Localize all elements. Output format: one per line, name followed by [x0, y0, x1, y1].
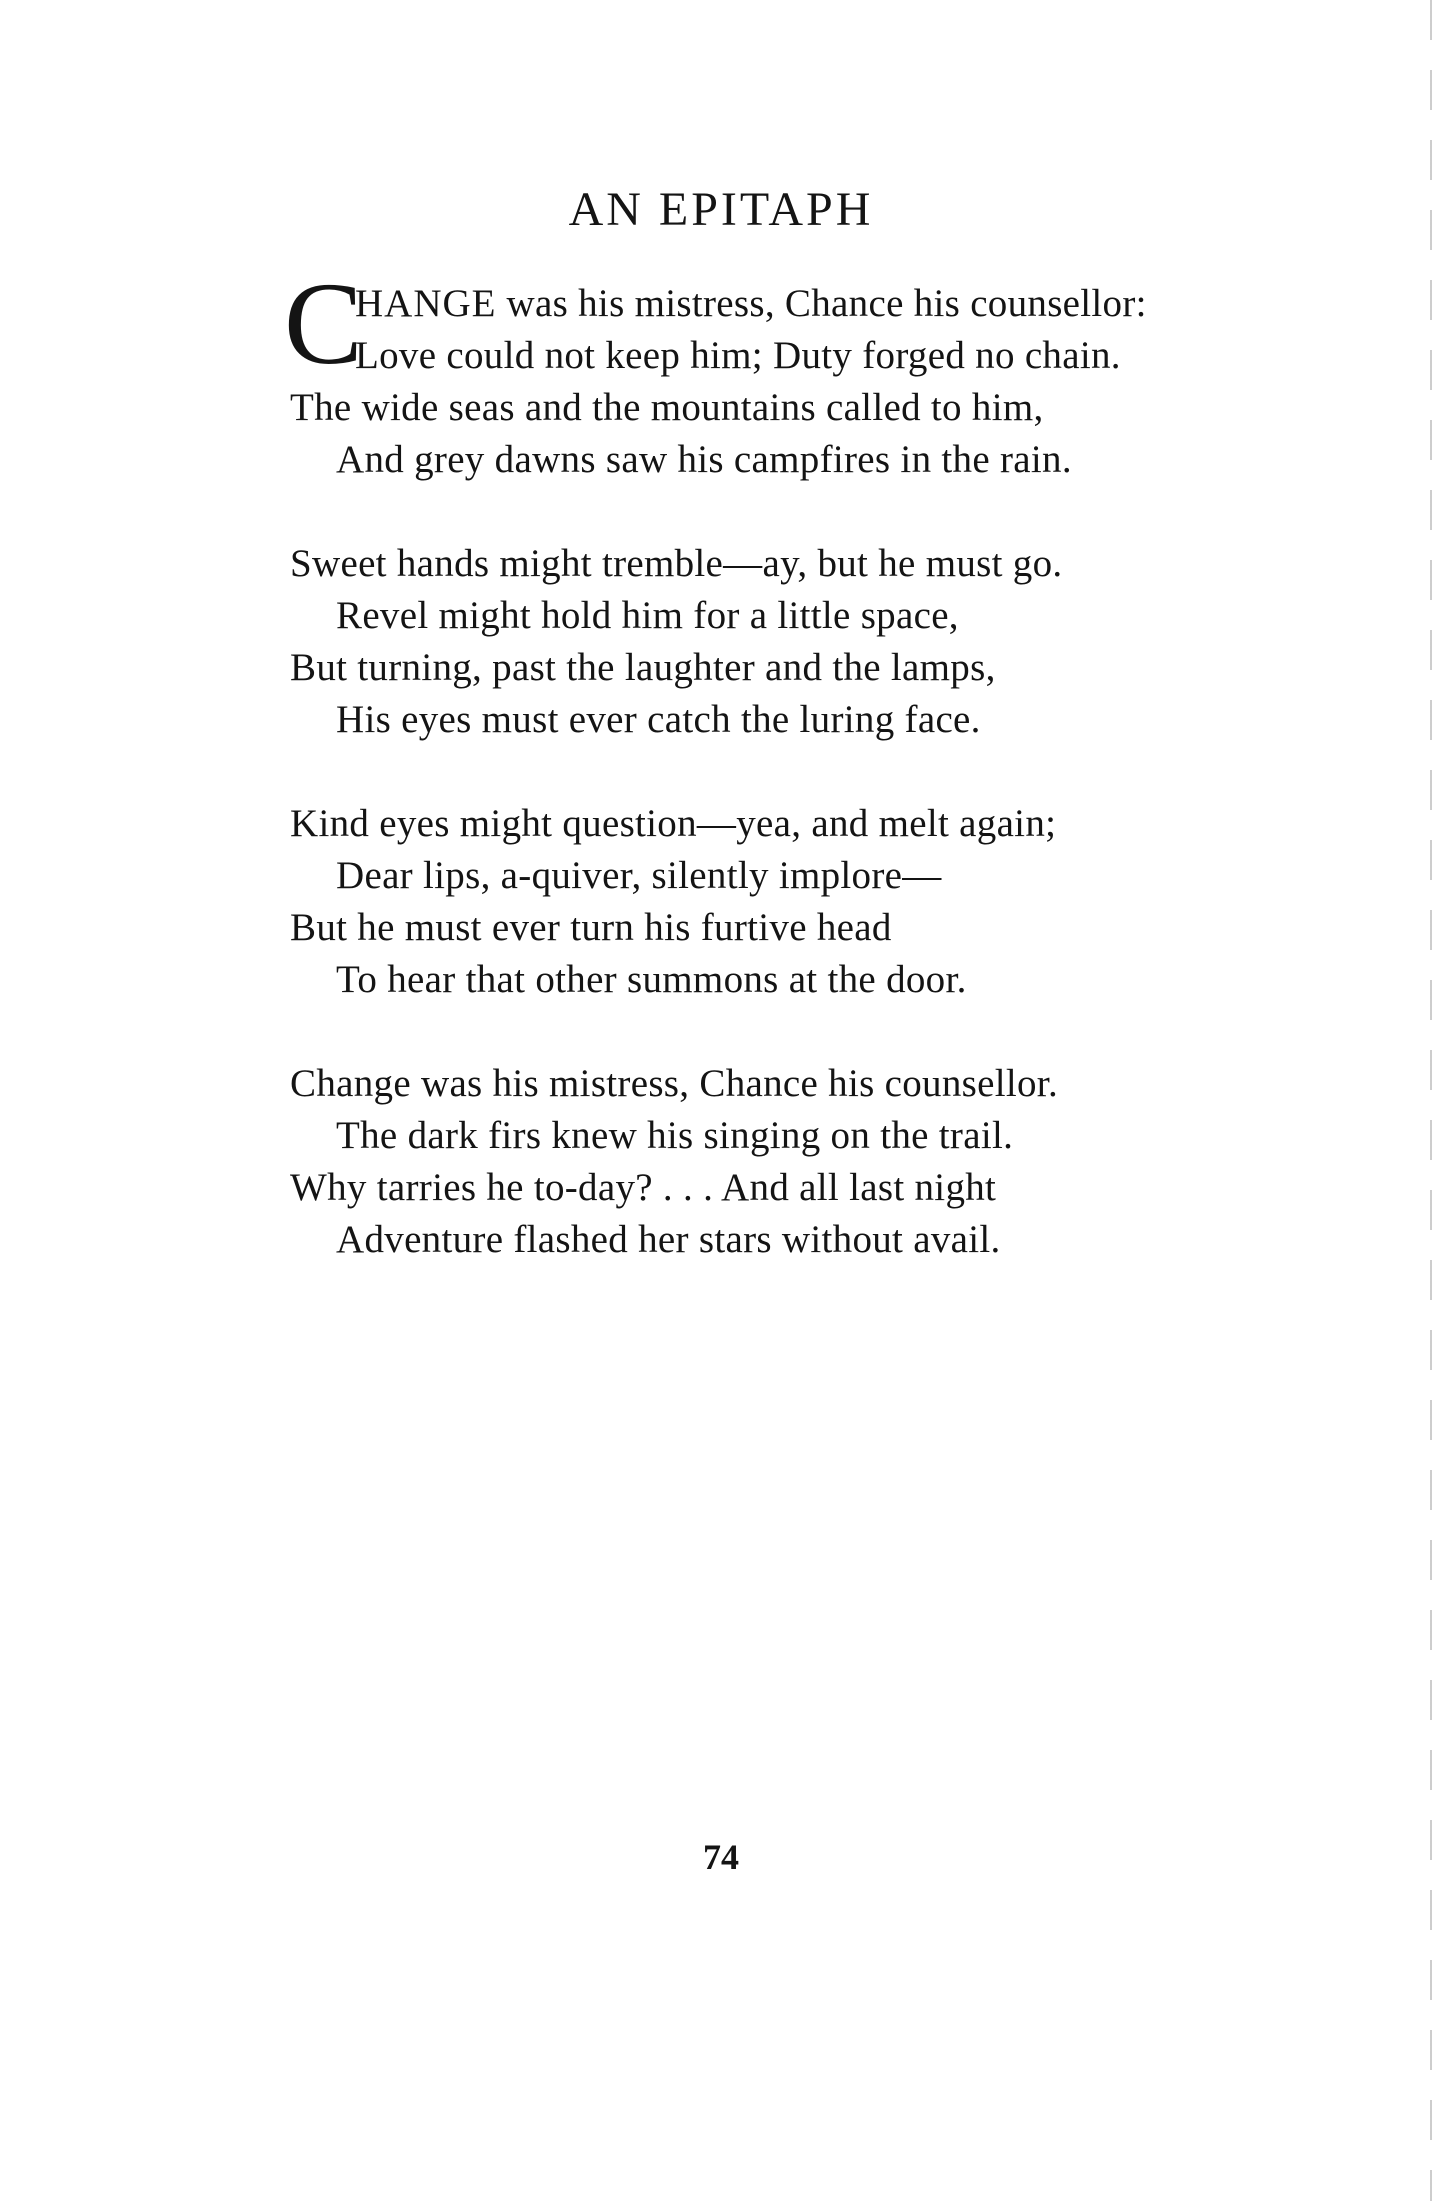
- poem-line: Change was his mistress, Chance his counsellor.: [290, 1062, 1058, 1105]
- stanza-3: [290, 798, 1310, 1006]
- poem-line: Revel might hold him for a little space,: [336, 594, 959, 637]
- poem-line: Love could not keep him; Duty forged no chain.: [355, 334, 1121, 377]
- poem-title: AN EPITAPH: [568, 183, 874, 236]
- stanza-4: [290, 1058, 1310, 1266]
- poem-line: Why tarries he to-day? . . . And all last night: [290, 1166, 997, 1209]
- poem-line: Dear lips, a-quiver, silently implore—: [336, 854, 942, 897]
- poem-body: [284, 258, 1310, 1318]
- stanza-1: [284, 258, 1310, 486]
- line-text: was his mistress, Chance his counsellor:: [496, 282, 1147, 325]
- poem-line: Sweet hands might tremble—ay, but he must go.: [290, 542, 1063, 585]
- drop-cap: C: [284, 258, 364, 389]
- page-number: 74: [703, 1837, 739, 1877]
- poem-line: To hear that other summons at the door.: [336, 958, 967, 1001]
- poem-line: The wide seas and the mountains called to him,: [290, 386, 1044, 429]
- first-word-rest: HANGE: [355, 282, 497, 325]
- poem-line: Adventure flashed her stars without avail.: [336, 1218, 1001, 1261]
- poem-line: But he must ever turn his furtive head: [290, 906, 892, 949]
- poem-line: And grey dawns saw his campfires in the rain.: [336, 438, 1072, 481]
- poem-line: The dark firs knew his singing on the trail.: [336, 1114, 1014, 1157]
- stanza-2: [290, 538, 1310, 746]
- poem-line: But turning, past the laughter and the lamps,: [290, 646, 996, 689]
- poem-line: Kind eyes might question—yea, and melt again;: [290, 802, 1057, 845]
- poem-line: His eyes must ever catch the luring face.: [336, 698, 981, 741]
